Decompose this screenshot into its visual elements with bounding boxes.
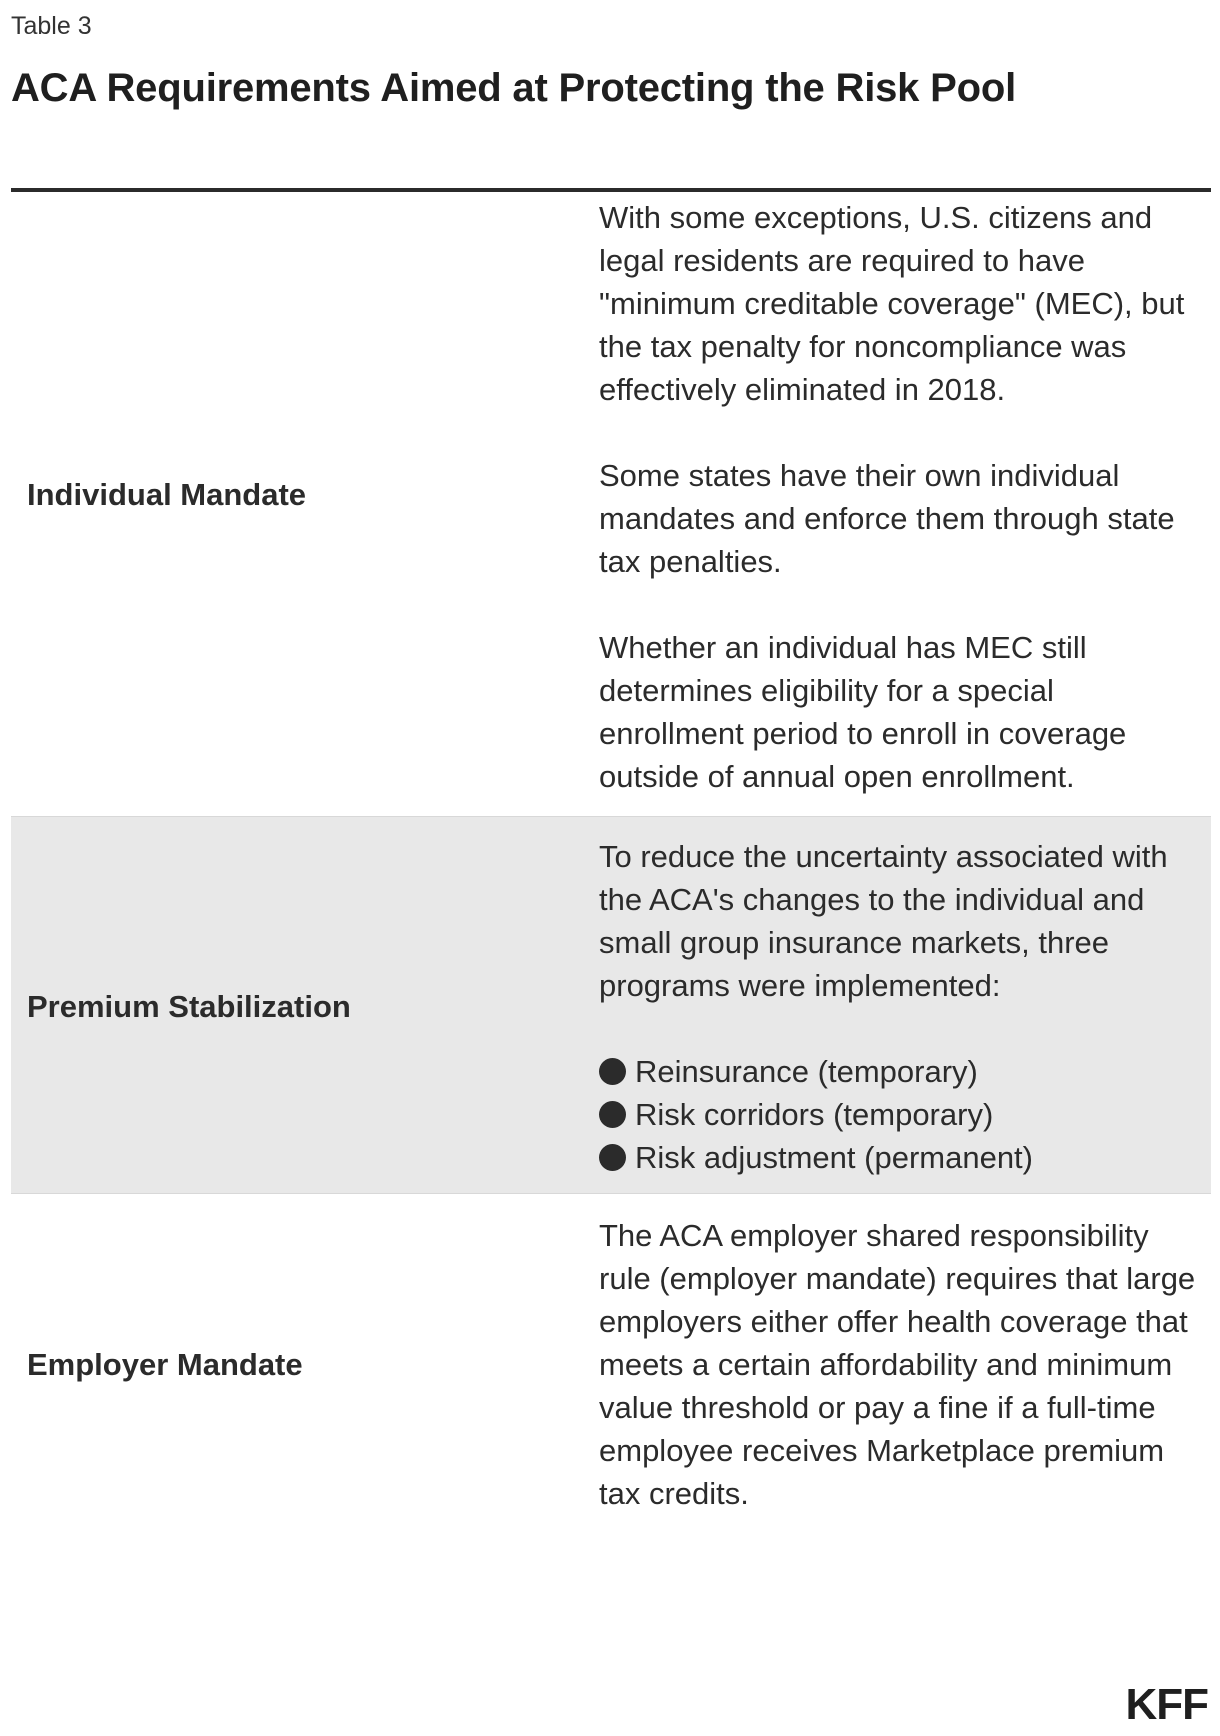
bullet-list	[599, 1050, 1197, 1179]
bullet-icon	[599, 1058, 626, 1085]
bullet-text: Risk adjustment (permanent)	[635, 1140, 1033, 1175]
bullet-text: Risk corridors (temporary)	[635, 1097, 994, 1132]
table-row-premium-stabilization	[11, 817, 1211, 1194]
paragraph: With some exceptions, U.S. citizens and legal residents are required to have "minimum creditable coverage" (MEC), but the tax penalty for noncompliance was effectively eliminated in 2018.	[599, 200, 1185, 407]
list-item	[599, 1136, 1197, 1179]
bullet-icon	[599, 1101, 626, 1128]
brand-logo: KFF	[1125, 1680, 1208, 1729]
row-description	[599, 835, 1211, 1179]
list-item	[599, 1050, 1197, 1093]
bullet-text: Reinsurance (temporary)	[635, 1054, 978, 1089]
paragraph: Some states have their own individual mandates and enforce them through state tax penalties.	[599, 458, 1175, 579]
table-row-individual-mandate	[11, 192, 1211, 817]
bullet-icon	[599, 1144, 626, 1171]
requirements-table	[11, 192, 1211, 1535]
row-label: Individual Mandate	[27, 477, 307, 512]
list-item	[599, 1093, 1197, 1136]
page-title: ACA Requirements Aimed at Protecting the Risk Pool	[11, 66, 1016, 110]
paragraph: To reduce the uncertainty associated with the ACA's changes to the individual and small group insurance markets, three programs were implemented:	[599, 839, 1168, 1003]
table-number: Table 3	[11, 12, 92, 40]
row-label: Employer Mandate	[27, 1346, 303, 1382]
paragraph: The ACA employer shared responsibility rule (employer mandate) requires that large employers either offer health coverage that meets a certain affordability and minimum value threshold or pay a fine if a full-time employee receives Marketplace premium tax credits.	[599, 1218, 1196, 1511]
row-description	[599, 192, 1211, 798]
table-row-employer-mandate	[11, 1194, 1211, 1535]
row-label: Premium Stabilization	[27, 989, 351, 1024]
row-description	[599, 1214, 1211, 1515]
paragraph: Whether an individual has MEC still determines eligibility for a special enrollment period to enroll in coverage outside of annual open enrollment.	[599, 630, 1127, 794]
